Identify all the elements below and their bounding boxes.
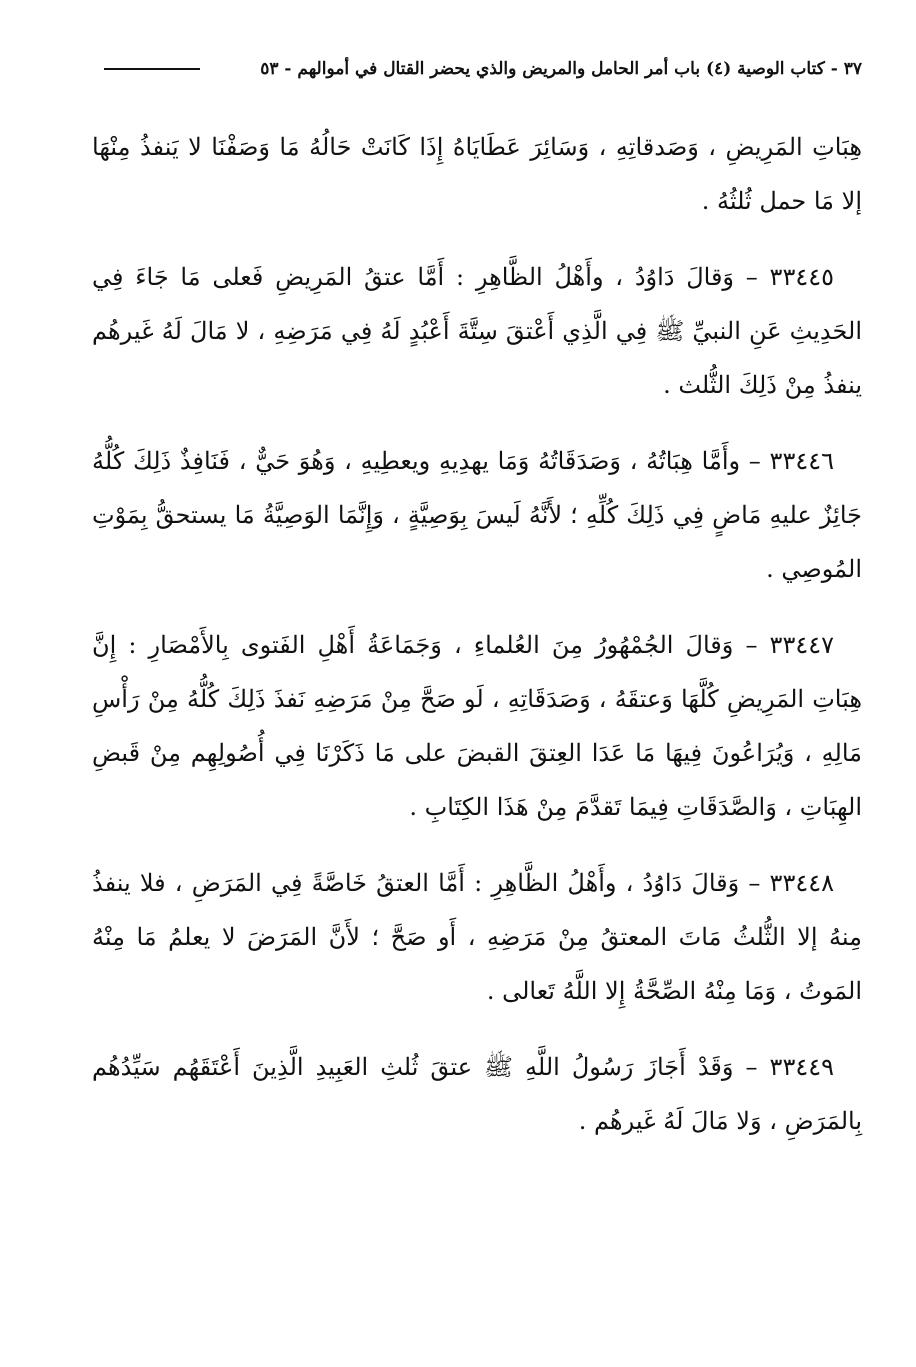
paragraph-text: – وَقالَ الجُمْهُورُ مِنَ العُلماءِ ، وَجَمَاعَةُ أَهْلِ الفَتوى بِالأَمْصَارِ : إِنَّ هِبَاتِ المَرِيضِ كُلَّهَا وَعتقَهُ ، وَصَدَقَاتِهِ ، لَو صَحَّ مِنْ مَرَضِهِ نَفذَ ذَلِكَ كُلُّهُ مِنْ رَأْسِ مَالِهِ ، وَيُرَاعُونَ فِيهَا مَا عَدَا العِتقَ القبضَ على مَا ذَكَرْنَا فِي أُصُولِهِم مِنْ قَبضِ الهِبَاتِ ، وَالصَّدَقَاتِ فِيمَا تَقدَّمَ مِنْ هَذَا الكِتَابِ . bbox=[92, 631, 863, 821]
paragraph-number: ٣٣٤٤٥ bbox=[769, 263, 834, 291]
paragraph-number: ٣٣٤٤٧ bbox=[769, 631, 834, 659]
paragraph-number: ٣٣٤٤٦ bbox=[769, 447, 834, 475]
paragraph-number: ٣٣٤٤٨ bbox=[769, 869, 834, 897]
paragraph-33449 bbox=[92, 1040, 862, 1148]
paragraph-33445 bbox=[92, 250, 862, 412]
paragraph-number: ٣٣٤٤٩ bbox=[769, 1053, 834, 1081]
header-rule bbox=[104, 68, 200, 70]
paragraph-33448 bbox=[92, 856, 862, 1018]
page-body bbox=[92, 120, 862, 1170]
paragraph-text: – وَقالَ دَاوُدُ ، وأَهْلُ الظَّاهِرِ : أَمَّا عتقُ المَرِيضِ فَعلى مَا جَاءَ فِي الحَدِيثِ عَنِ النبيِّ ﷺ فِي الَّذِي أَعْتقَ سِتَّةَ أَعْبُدٍ لَهُ فِي مَرَضِهِ ، لا مَالَ لَهُ غَيرهُم ينفذُ مِنْ ذَلِكَ الثُّلث . bbox=[92, 263, 862, 399]
paragraph-continuation bbox=[92, 120, 862, 228]
paragraph-text: – وأَمَّا هِبَاتُهُ ، وَصَدَقَاتُهُ وَمَا يهدِيهِ ويعطِيهِ ، وَهُوَ حَيٌّ ، فَنَافِذٌ ذَلِكَ كُلُّهُ جَائِزٌ عليهِ مَاضٍ فِي ذَلِكَ كُلِّهِ ؛ لأَنَّهُ لَيسَ بِوَصِيَّةٍ ، وَإِنَّمَا الوَصِيَّةُ مَا يستحقُّ بِمَوْتِ المُوصِي . bbox=[92, 447, 862, 583]
page-header bbox=[92, 52, 862, 86]
paragraph-33446 bbox=[92, 434, 862, 596]
header-title: ٣٧ - كتاب الوصية (٤) باب أمر الحامل والمريض والذي يحضر القتال في أموالهم - ٥٣ bbox=[260, 59, 862, 79]
paragraph-33447 bbox=[92, 618, 862, 834]
paragraph-text: هِبَاتِ المَرِيضِ ، وَصَدقاتِهِ ، وَسَائِرَ عَطَايَاهُ إِذَا كَانَتْ حَالُهُ مَا وَصَفْنَا لا يَنفذُ مِنْهَا إلا مَا حمل ثُلثُهُ . bbox=[92, 133, 862, 215]
paragraph-text: – وَقَدْ أَجَازَ رَسُولُ اللَّهِ ﷺ عتقَ ثُلثِ العَبِيدِ الَّذِينَ أَعْتَقَهُم سَيِّدُهُم بِالمَرَضِ ، وَلا مَالَ لَهُ غَيرهُم . bbox=[92, 1053, 862, 1135]
paragraph-text: – وَقالَ دَاوُدُ ، وأَهْلُ الظَّاهِرِ : أَمَّا العتقُ خَاصَّةً فِي المَرَضِ ، فلا ينفذُ مِنهُ إلا الثُّلثُ مَاتَ المعتقُ مِنْ مَرَضِهِ ، أَو صَحَّ ؛ لأَنَّ المَرَضَ لا يعلمُ مَا مِنْهُ المَوتُ ، وَمَا مِنْهُ الصِّحَّةُ إِلا اللَّهُ تَعالى . bbox=[92, 869, 862, 1005]
